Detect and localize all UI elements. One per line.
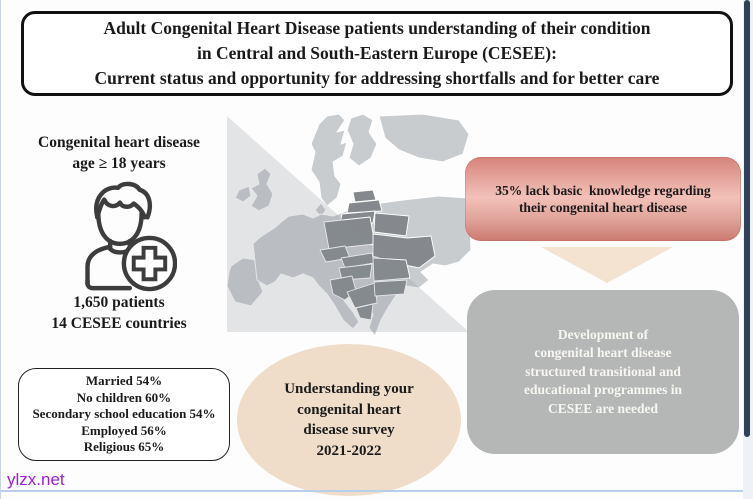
recommendation-line-1: Development of bbox=[557, 326, 649, 342]
demographic-item: No children 60% bbox=[76, 389, 172, 405]
survey-line-2: congenital heart bbox=[297, 401, 401, 418]
cohort-stats bbox=[13, 292, 225, 334]
demographic-item: Secondary school education 54% bbox=[32, 406, 216, 422]
finding-line-1: 35% lack basic knowledge regarding bbox=[495, 183, 711, 198]
scrollbar-thumb[interactable] bbox=[744, 0, 750, 437]
demographic-item: Employed 56% bbox=[81, 422, 167, 438]
survey-line-4: 2021-2022 bbox=[316, 442, 382, 459]
title-line-2: in Central and South-Eastern Europe (CESEE): bbox=[197, 43, 557, 63]
demographics-box bbox=[18, 368, 230, 461]
recommendation-line-3: structured transitional and bbox=[525, 363, 681, 379]
survey-ellipse bbox=[237, 344, 461, 496]
demographic-item: Religious 65% bbox=[83, 439, 165, 455]
page-bottom-divider bbox=[1, 490, 753, 492]
europe-map bbox=[223, 110, 473, 350]
demographic-item: Married 54% bbox=[85, 373, 163, 389]
down-arrow-icon bbox=[541, 247, 673, 283]
stat-patients: 1,650 patients bbox=[73, 294, 165, 311]
finding-box bbox=[465, 157, 741, 241]
finding-line-2: their congenital heart disease bbox=[518, 200, 688, 215]
cohort-heading-line-2: age ≥ 18 years bbox=[72, 155, 166, 172]
recommendation-box bbox=[467, 290, 739, 454]
title-line-1: Adult Congenital Heart Disease patients understanding of their condition bbox=[103, 18, 651, 38]
cohort-heading-line-1: Congenital heart disease bbox=[38, 134, 200, 151]
medical-cross-icon bbox=[124, 238, 175, 289]
recommendation-line-2: congenital heart disease bbox=[534, 345, 672, 361]
patient-medical-icon bbox=[59, 176, 177, 294]
title-box bbox=[21, 11, 733, 96]
watermark: ylzx.net bbox=[7, 470, 65, 489]
stat-countries: 14 CESEE countries bbox=[51, 315, 187, 332]
survey-line-1: Understanding your bbox=[284, 381, 414, 397]
scrollbar-track[interactable] bbox=[743, 0, 753, 499]
cohort-heading bbox=[13, 132, 225, 174]
recommendation-line-5: CESEE are needed bbox=[547, 400, 658, 416]
recommendation-line-4: educational programmes in bbox=[524, 382, 682, 398]
survey-line-3: disease survey bbox=[303, 422, 395, 438]
title-line-3: Current status and opportunity for addressing shortfalls and for better care bbox=[94, 68, 660, 88]
